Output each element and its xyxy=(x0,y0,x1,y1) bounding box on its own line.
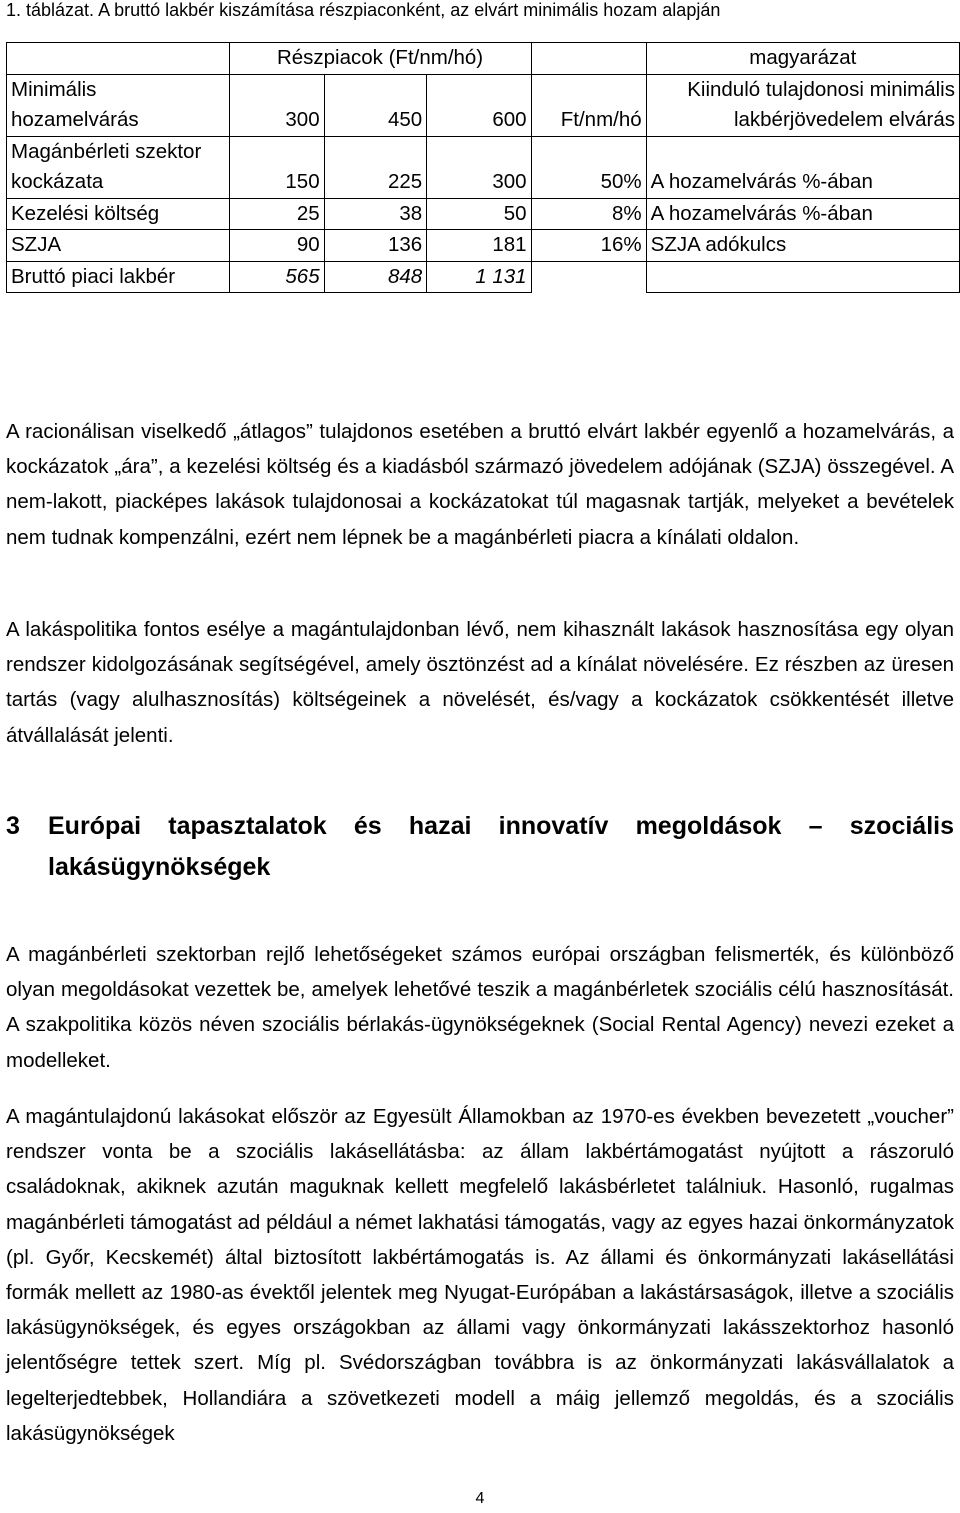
cell-value: 25 xyxy=(229,198,324,230)
table-row xyxy=(7,136,960,198)
header-empty-cell xyxy=(7,43,230,75)
table-row-total xyxy=(7,261,960,293)
row-label: SZJA xyxy=(7,230,230,262)
row-note: A hozamelvárás %-ában xyxy=(646,136,959,198)
paragraph: A racionálisan viselkedő „átlagos” tulajdonos esetében a bruttó elvárt lakbér egyenlő a hozamelvárás, a kockázatok „ára”, a kezelési költség és a kiadásból származó jövedelem adójának (SZJA) összegével. A nem-lakott, piacképes lakások tulajdonosai a kockázatokat túl magasnak tartják, melyeket a bevételek nem tudnak kompenzálni, ezért nem lépnek be a magánbérleti piacra a kínálati oldalon. xyxy=(6,420,954,549)
table-row xyxy=(7,198,960,230)
cell-value: 300 xyxy=(229,74,324,136)
row-note xyxy=(646,261,959,293)
paragraph: A lakáspolitika fontos esélye a magántulajdonban lévő, nem kihasznált lakások hasznosítása egy olyan rendszer kidolgozásának segítségével, amely ösztönzést ad a kínálat növelésére. Ez részben az üresen tartás (vagy alulhasznosítás) költségeinek a növelését, és/vagy a kockázatok csökkentését illetve átvállalását jelenti. xyxy=(6,618,954,747)
cell-unit: Ft/nm/hó xyxy=(531,74,646,136)
cell-value: 136 xyxy=(324,230,427,262)
table-caption: 1. táblázat. A bruttó lakbér kiszámítása részpiaconként, az elvárt minimális hozam alapján xyxy=(6,0,721,20)
cell-total: 1 131 xyxy=(427,261,531,293)
row-note: SZJA adókulcs xyxy=(646,230,959,262)
row-label: Bruttó piaci lakbér xyxy=(7,261,230,293)
paragraph: A magánbérleti szektorban rejlő lehetőségeket számos európai országban felismerték, és különböző olyan megoldásokat vezettek be, amelyek lehetővé teszik a magánbérletek szociális célú hasznosítását. A szakpolitika közös néven szociális bérlakás-ügynökségeknek (Social Rental Agency) nevezi ezeket a modelleket. xyxy=(6,943,954,1072)
cell-value: 181 xyxy=(427,230,531,262)
cell-value: 150 xyxy=(229,136,324,198)
cell-percent: 16% xyxy=(531,230,646,262)
rent-calculation-table xyxy=(6,42,960,293)
row-note: Kiinduló tulajdonosi minimális lakbérjövedelem elvárás xyxy=(646,74,959,136)
section-number: 3 xyxy=(6,812,20,840)
cell-value: 600 xyxy=(427,74,531,136)
section-heading xyxy=(6,806,954,888)
cell-value: 90 xyxy=(229,230,324,262)
table-header-row xyxy=(7,43,960,75)
header-empty-cell xyxy=(531,43,646,75)
cell-value: 450 xyxy=(324,74,427,136)
page-number: 4 xyxy=(475,1490,485,1507)
cell-value: 50 xyxy=(427,198,531,230)
row-label: Magánbérleti szektor kockázata xyxy=(7,136,230,198)
cell-total: 848 xyxy=(324,261,427,293)
row-label: Minimális hozamelvárás xyxy=(7,74,230,136)
paragraph: A magántulajdonú lakásokat először az Egyesült Államokban az 1970-es években bevezetett „voucher” rendszer vonta be a szociális lakásellátásba: az állam lakbértámogatást nyújtott a rászoruló családoknak, akiknek azután maguknak kellett megfelelő lakásbérletet találniuk. Hasonló, rugalmas magánbérleti támogatást ad például a német lakhatási támogatás, vagy az egyes hazai önkormányzatok (pl. Győr, Kecskemét) által biztosított lakbértámogatás is. Az állami és önkormányzati lakásellátási formák mellett az 1980-as évektől jelentek meg Nyugat-Európában a lakástársaságok, illetve a szociális lakásügynökségek, és egyes országokban az állami vagy önkormányzati lakásszektorhoz hasonló jelentőségre tettek szert. Míg pl. Svédországban továbbra is az önkormányzati lakásvállalatok a legelterjedtebbek, Hollandiára a szövetkezeti modell a máig jellemző megoldás, és a szociális lakásügynökségek xyxy=(6,1105,954,1445)
cell-value: 300 xyxy=(427,136,531,198)
cell-value: 225 xyxy=(324,136,427,198)
row-label: Kezelési költség xyxy=(7,198,230,230)
table-row xyxy=(7,74,960,136)
row-note: A hozamelvárás %-ában xyxy=(646,198,959,230)
cell-value: 38 xyxy=(324,198,427,230)
cell-percent: 50% xyxy=(531,136,646,198)
cell-total: 565 xyxy=(229,261,324,293)
header-explanation: magyarázat xyxy=(646,43,959,75)
section-title: Európai tapasztalatok és hazai innovatív megoldások – szociális lakásügynökségek xyxy=(48,812,954,881)
header-submarkets: Részpiacok (Ft/nm/hó) xyxy=(229,43,531,75)
cell-percent: 8% xyxy=(531,198,646,230)
table-row xyxy=(7,230,960,262)
empty-cell xyxy=(531,261,646,293)
